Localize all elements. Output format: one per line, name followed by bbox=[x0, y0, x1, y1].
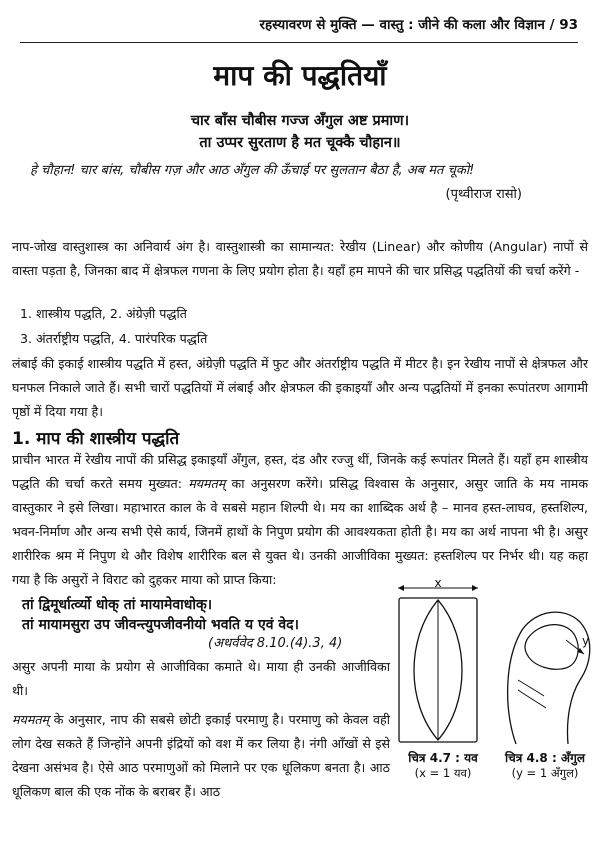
section-heading: 1. माप की शास्त्रीय पद्धति bbox=[12, 429, 180, 449]
mayamatam-paragraph-text: के अनुसार, नाप की सबसे छोटी इकाई परमाणु है। परमाणु को केवल वही लोग देख सकते हैं जिन्होंने अपनी इंद्रियों को वश में कर लिया है। नंगी आँखों से इसे देखना असंभव है। ऐसे आठ परमाणुओं को मिलाने पर एक धूलिकण बनता है। आठ धूलिकण बाल की एक नोंक के बराबर हैं। आठ bbox=[12, 712, 390, 799]
sanskrit-line-1: तां द्विमूर्धार्त्व्यो धोक् तां मायामेवाधोक्। bbox=[22, 597, 213, 613]
intro-paragraph: नाप-जोख वास्तुशास्त्र का अनिवार्य अंग है। वास्तुशास्त्री का सामान्यत: रेखीय (Linear) और कोणीय (Angular) नापों से वास्ता पड़ता है, जिनका बाद में क्षेत्रफल गणना के लिए प्रयोग होता है। यहाँ हम मापने की चार प्रसिद्ध पद्धतियों की चर्चा करेंगे - bbox=[12, 239, 588, 278]
methods-line-1: 1. शास्त्रीय पद्धति, 2. अंग्रेज़ी पद्धति bbox=[20, 306, 187, 321]
running-header: रहस्यावरण से मुक्ति — वास्तु : जीने की कला और विज्ञान / 93 bbox=[20, 8, 578, 43]
verse-source: (पृथ्वीराज रासो) bbox=[445, 187, 522, 202]
verse-line-1: चार बाँस चौबीस गज्ज अँगुल अष्ट प्रमाण। bbox=[190, 113, 410, 129]
methods-line-2: 3. अंतर्राष्ट्रीय पद्धति, 4. पारंपरिक पद्धति bbox=[20, 331, 208, 346]
fig47-subcaption: (x = 1 यव) bbox=[414, 766, 472, 780]
thumb-crease-2 bbox=[518, 690, 546, 708]
verse-line-2: ता उप्पर सुरताण है मत चूक्कै चौहान॥ bbox=[199, 135, 401, 151]
sanskrit-reference: (अथर्ववेद 8.10.(4).3, 4) bbox=[208, 636, 343, 651]
mayamatam-term: मयमतम् bbox=[12, 712, 50, 727]
fig47-caption: चित्र 4.7 : यव bbox=[408, 751, 478, 765]
yava-width-label: x bbox=[434, 576, 442, 590]
mayamatam-paragraph bbox=[12, 708, 390, 804]
thumb-nail bbox=[525, 625, 578, 670]
section-paragraph-term: मयमतम् bbox=[188, 476, 226, 491]
thumb-crease-1 bbox=[518, 680, 544, 696]
fig48-subcaption: (y = 1 अँगुल) bbox=[511, 766, 579, 780]
asura-paragraph: असुर अपनी माया के प्रयोग से आजीविका कमाते थे। माया ही उनकी आजीविका थी। bbox=[12, 659, 390, 698]
angula-width-label: y bbox=[582, 634, 590, 648]
section-paragraph-text-2: का अनुसरण करेंगे। प्रसिद्ध विश्वास के अनुसार, असुर जाति के मय नामक वास्तुकार ने इसे लिखा। महाभारत काल के वे सबसे महान शिल्पी थे। मय का शाब्दिक अर्थ है – मानव हस्त-लाघव, हस्तशिल्प, भवन-निर्माण और अन्य सभी ऐसे कार्य, जिनमें हाथों के निपुण प्रयोग की आवश्यकता होती है। मय का अर्थ नापना भी है। असुर शारीरिक श्रम में निपुण थे और विशेष शारीरिक बल से युक्त थे। उनकी आजीविका मुख्यत: हस्तशिल्प पर निर्भर थी। यह कहा गया है कि असुरों ने विराट को दुहकर माया को प्राप्त किया: bbox=[12, 476, 588, 587]
yava-figure bbox=[398, 578, 478, 744]
chapter-title: माप की पद्धतियाँ bbox=[213, 59, 387, 92]
thumb-outline bbox=[508, 612, 590, 744]
angula-figure bbox=[488, 600, 598, 746]
section-paragraph bbox=[12, 448, 588, 592]
units-paragraph: लंबाई की इकाई शास्त्रीय पद्धति में हस्त, अंग्रेज़ी पद्धति में फुट और अंतर्राष्ट्रीय पद्धति में मीटर है। इन रेखीय नापों से क्षेत्रफल और घनफल निकाले जाते हैं। सभी चारों पद्धतियों में लंबाई और क्षेत्रफल की इकाइयाँ और अन्य पद्धतियों में इनका रूपांतरण आगामी पृष्ठों में दिया गया है। bbox=[12, 356, 588, 419]
verse-translation: हे चौहान! चार बांस, चौबीस गज़ और आठ अँगुल की ऊँचाई पर सुलतान बैठा है, अब मत चूको! bbox=[30, 163, 475, 178]
section-paragraph-text-1: प्राचीन भारत में रेखीय नापों की प्रसिद्ध इकाइयाँ अँगुल, हस्त, दंड और रज्जु थीं, जिनके कई रूपांतर मिलते हैं। यहाँ हम शास्त्रीय पद्धति की चर्चा करते समय मुख्यत: bbox=[12, 452, 588, 491]
fig48-caption: चित्र 4.8 : अँगुल bbox=[504, 751, 585, 765]
sanskrit-line-2: तां मायामसुरा उप जीवन्त्युपजीवनीयो भवति य एवं वेद। bbox=[22, 617, 299, 633]
